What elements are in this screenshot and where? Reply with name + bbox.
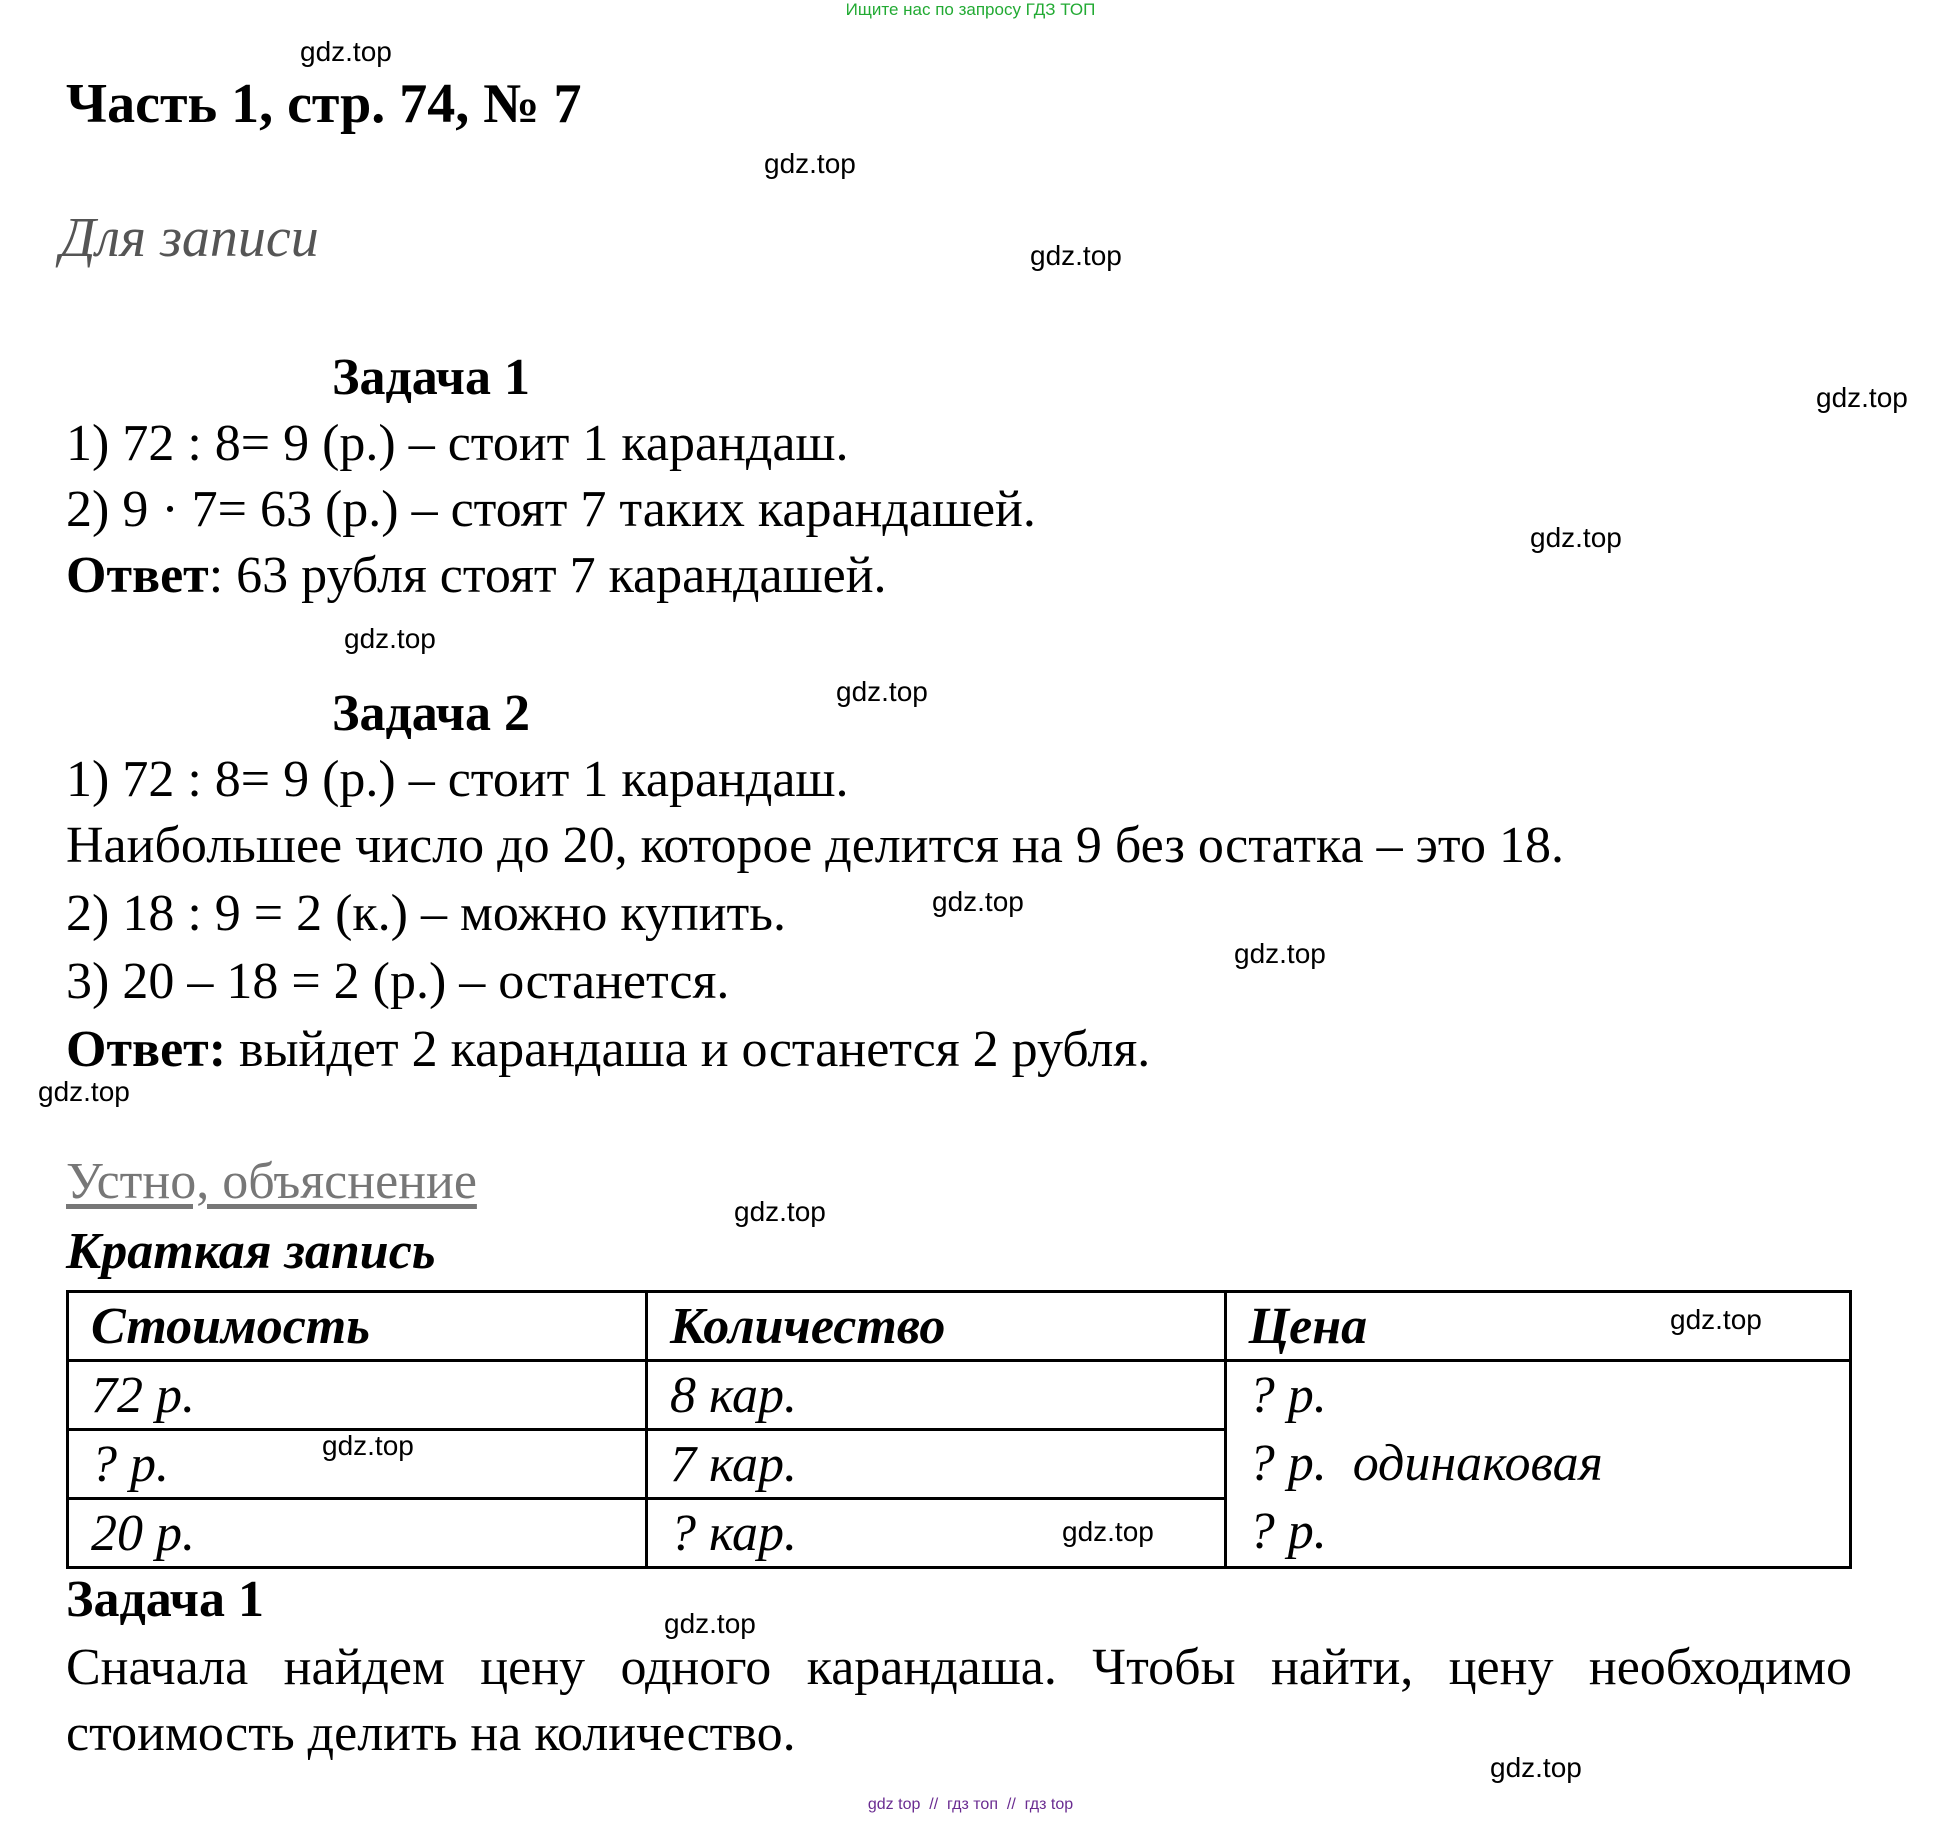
task1-answer [66,546,887,605]
table-row [68,1361,1851,1430]
answer-text: : 63 рубля стоят 7 карандашей. [208,547,887,604]
task1-line2: 2) 9 · 7= 63 (р.) – стоят 7 таких карандашей. [66,481,1036,538]
price-line: ? р. [1248,1367,1327,1424]
top-banner: Ищите нас по запросу ГДЗ ТОП [845,0,1096,19]
cost-cell: 72 р. [68,1361,647,1430]
watermark: gdz.top [1816,382,1908,413]
quantity-cell: ? кар. [646,1499,1225,1568]
header-price: Цена [1225,1292,1850,1361]
watermark: gdz.top [1670,1304,1762,1335]
task1-heading: Задача 1 [332,349,530,406]
quantity-cell: 7 кар. [646,1430,1225,1499]
answer-label: Ответ: [66,1021,227,1078]
watermark: gdz.top [1490,1752,1582,1783]
quantity-cell: 8 кар. [646,1361,1225,1430]
section-oral: Устно, объяснение [66,1153,477,1210]
watermark: gdz.top [1530,522,1622,553]
watermark: gdz.top [1062,1516,1154,1547]
page-title: Часть 1, стр. 74, № 7 [66,73,582,135]
explanation-text: Сначала найдем цену одного карандаша. Чтобы найти, цену необходимо стоимость делить на количество. [66,1639,1852,1762]
watermark: gdz.top [1030,240,1122,271]
watermark: gdz.top [664,1608,756,1639]
task2-answer [66,1020,1150,1079]
answer-text: выйдет 2 карандаша и останется 2 рубля. [226,1021,1151,1078]
watermark: gdz.top [344,623,436,654]
cost-cell: ? р. [68,1430,647,1499]
price-cell [1225,1361,1850,1568]
task2-line3: 2) 18 : 9 = 2 (к.) – можно купить. [66,885,786,942]
watermark: gdz.top [764,148,856,179]
watermark: gdz.top [932,886,1024,917]
header-quantity: Количество [646,1292,1225,1361]
watermark: gdz.top [38,1076,130,1107]
answer-label: Ответ [66,547,209,604]
explanation-heading: Задача 1 [66,1571,264,1628]
task2-line4: 3) 20 – 18 = 2 (р.) – останется. [66,953,730,1010]
brief-title: Краткая запись [66,1223,436,1280]
section-written: Для записи [60,207,319,269]
watermark: gdz.top [1234,938,1326,969]
watermark: gdz.top [734,1196,826,1227]
watermark: gdz.top [322,1430,414,1461]
task2-line1: 1) 72 : 8= 9 (р.) – стоит 1 карандаш. [66,751,849,808]
cost-cell: 20 р. [68,1499,647,1568]
brief-table [66,1290,1852,1569]
table-header-row [68,1292,1851,1361]
task1-line1: 1) 72 : 8= 9 (р.) – стоит 1 карандаш. [66,415,849,472]
price-line: ? р. одинаковая [1248,1435,1603,1492]
price-line: ? р. [1248,1503,1327,1560]
header-cost: Стоимость [68,1292,647,1361]
watermark: gdz.top [836,676,928,707]
task2-line2: Наибольшее число до 20, которое делится на 9 без остатка – это 18. [66,817,1564,874]
watermark: gdz.top [300,36,392,67]
task2-heading: Задача 2 [332,685,530,742]
bottom-banner: gdz top // гдз топ // гдз top [867,1796,1074,1813]
